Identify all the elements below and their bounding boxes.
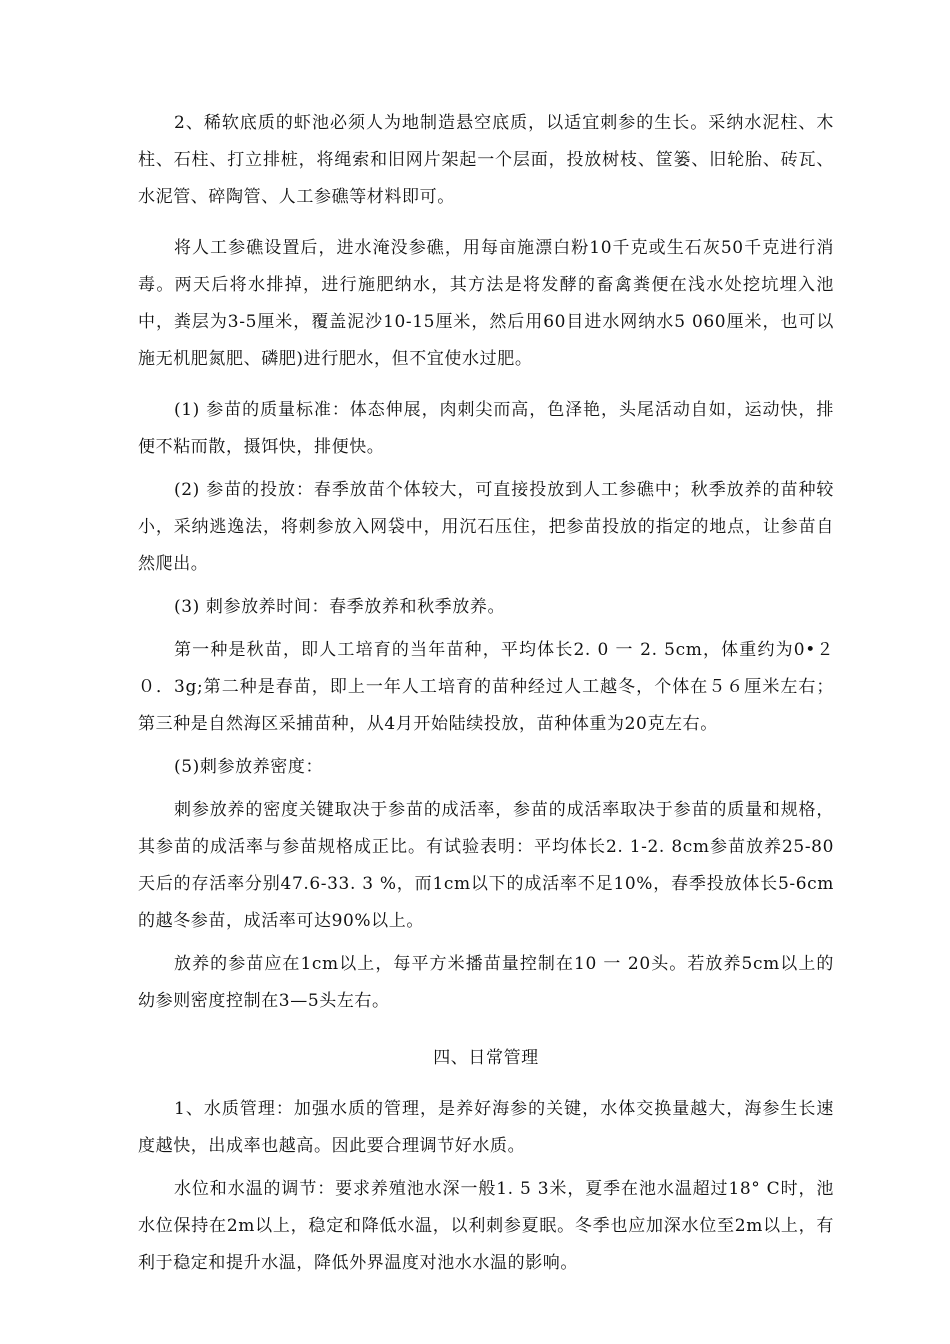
paragraph-water-level-temperature: 水位和水温的调节：要求养殖池水深一般1. 5 3米，夏季在池水温超过18° C时，池水位保持在2m以上，稳定和降低水温，以利刺参夏眠。冬季也应加深水位至2m以上，有利于稳定和提升水温，降低外界温度对池水水温的影响。	[138, 1179, 834, 1273]
paragraph-density-title: (5)刺参放养密度：	[174, 757, 324, 777]
paragraph-water-quality: 1、水质管理：加强水质的管理，是养好海参的关键，水体交换量越大，海参生长速度越快，出成率也越高。因此要合理调节好水质。	[138, 1099, 834, 1156]
document-page	[138, 105, 834, 1282]
paragraph-disinfection: 将人工参礁设置后，进水淹没参礁，用每亩施漂白粉10千克或生石灰50千克进行消毒。两天后将水排掉，进行施肥纳水，其方法是将发酵的畜禽粪便在浅水处挖坑埋入池中，粪层为3-5厘米，覆盖泥沙10-15厘米，然后用60目进水网纳水5 060厘米，也可以施无机肥氮肥、磷肥)进行肥水，但不宜使水过肥。	[138, 238, 834, 369]
paragraph-seedling-types: 第一种是秋苗，即人工培育的当年苗种，平均体长2. 0 一 2. 5cm，体重约为0•２０．3g;第二种是春苗，即上一年人工培育的苗种经过人工越冬，个体在５６厘米左右；第三种是自然海区采捕苗种，从4月开始陆续投放，苗种体重为20克左右。	[138, 640, 834, 734]
paragraph-seedling-quality: (1) 参苗的质量标准：体态伸展，肉刺尖而高，色泽艳，头尾活动自如，运动快，排便不粘而散，摄饵快，排便快。	[138, 400, 834, 457]
paragraph-seedling-release: (2) 参苗的投放：春季放苗个体较大，可直接投放到人工参礁中；秋季放养的苗种较小，采纳逃逸法，将刺参放入网袋中，用沉石压住，把参苗投放的指定的地点，让参苗自然爬出。	[138, 480, 834, 574]
paragraph-density-control: 放养的参苗应在1cm以上，每平方米播苗量控制在10 一 20头。若放养5cm以上的幼参则密度控制在3—5头左右。	[138, 954, 834, 1011]
paragraph-artificial-substrate: 2、稀软底质的虾池必须人为地制造悬空底质，以适宜刺参的生长。采纳水泥柱、木柱、石柱、打立排桩，将绳索和旧网片架起一个层面，投放树枝、筐篓、旧轮胎、砖瓦、水泥管、碎陶管、人工参礁等材料即可。	[138, 113, 834, 207]
paragraph-release-time: (3) 刺参放养时间：春季放养和秋季放养。	[174, 597, 506, 617]
paragraph-density-detail: 刺参放养的密度关键取决于参苗的成活率，参苗的成活率取决于参苗的质量和规格，其参苗的成活率与参苗规格成正比。有试验表明：平均体长2. 1-2. 8cm参苗放养25-80天后的存活率分别47.6-33. 3 %，而1cm以下的成活率不足10%，春季投放体长5-6cm的越冬参苗，成活率可达90%以上。	[138, 800, 834, 931]
section-heading: 四、日常管理	[433, 1048, 539, 1068]
